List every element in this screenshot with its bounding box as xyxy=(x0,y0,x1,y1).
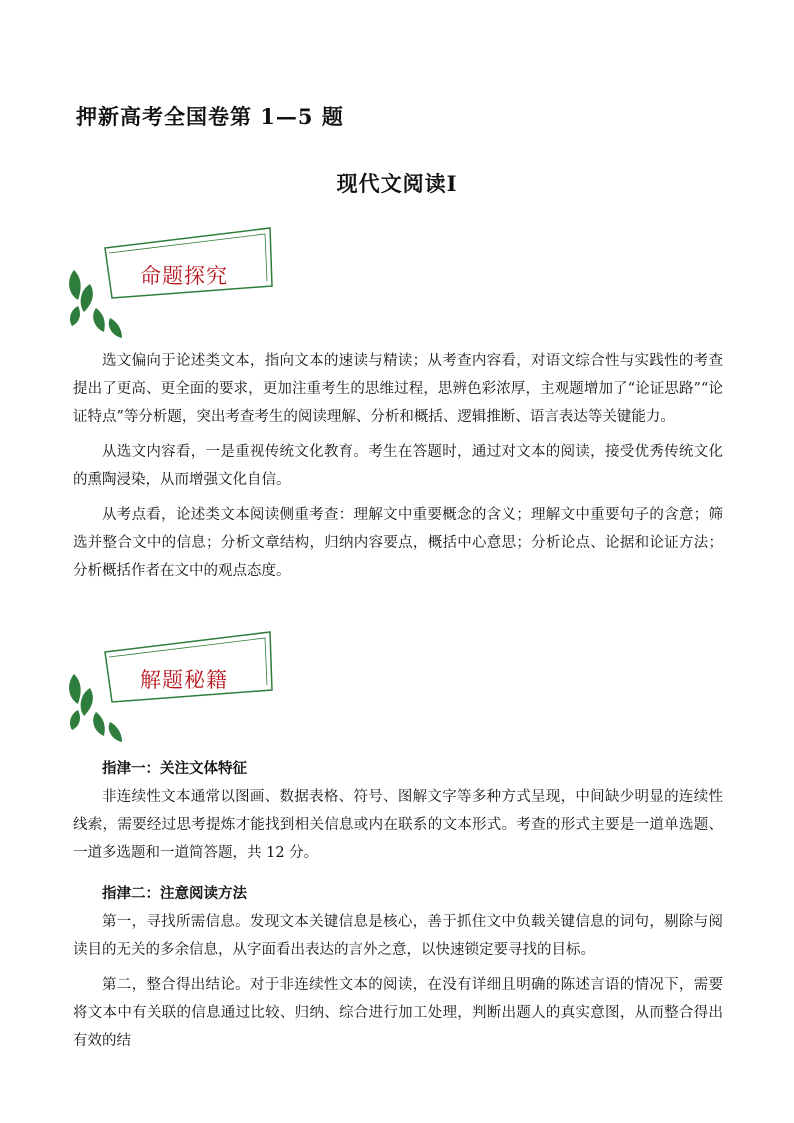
section-banner-mingti xyxy=(60,226,290,341)
banner-label: 命题探究 xyxy=(140,264,228,288)
tip-paragraph-2: 第一，寻找所需信息。发现文本关键信息是核心，善于抓住文中负载关键信息的词句，剔除与阅读目的无关的多余信息，从字面看出表达的言外之意，以快速锁定要寻找的目标。 xyxy=(73,914,723,958)
page-title: 押新高考全国卷第 1—5 题 xyxy=(76,104,344,129)
tip-paragraph-3: 第二，整合得出结论。对于非连续性文本的阅读，在没有详细且明确的陈述言语的情况下，需要将文本中有关联的信息通过比较、归纳、综合进行加工处理，判断出题人的真实意图，从而整合得出有效的结 xyxy=(73,977,723,1049)
subtitle-text: 现代文阅读Ⅰ xyxy=(336,171,458,196)
tip-heading-1: 指津一：关注文体特征 xyxy=(102,760,247,777)
tip-heading-2: 指津二：注意阅读方法 xyxy=(102,885,247,902)
intro-paragraph-2: 从选文内容看，一是重视传统文化教育。考生在答题时，通过对文本的阅读，接受优秀传统文化的熏陶浸染，从而增强文化自信。 xyxy=(73,444,723,488)
intro-paragraph-3: 从考点看，论述类文本阅读侧重考查：理解文中重要概念的含义；理解文中重要句子的含意；筛选并整合文中的信息；分析文章结构，归纳内容要点，概括中心意思；分析论点、论据和论证方法；分析概括作者在文中的观点态度。 xyxy=(73,507,723,579)
page-subtitle xyxy=(0,168,794,198)
tip-paragraph-1: 非连续性文本通常以图画、数据表格、符号、图解文字等多种方式呈现，中间缺少明显的连续性线索，需要经过思考提炼才能找到相关信息或内在联系的文本形式。考查的形式主要是一道单选题、一道多选题和一道简答题，共 12 分。 xyxy=(73,789,723,861)
banner-label: 解题秘籍 xyxy=(140,668,228,692)
section-banner-jieti xyxy=(60,630,290,745)
intro-paragraph-1: 选文偏向于论述类文本，指向文本的速读与精读；从考查内容看，对语文综合性与实践性的考查提出了更高、更全面的要求，更加注重考生的思维过程，思辨色彩浓厚，主观题增加了“论证思路”“论证特点”等分析题，突出考查考生的阅读理解、分析和概括、逻辑推断、语言表达等关键能力。 xyxy=(73,353,723,425)
